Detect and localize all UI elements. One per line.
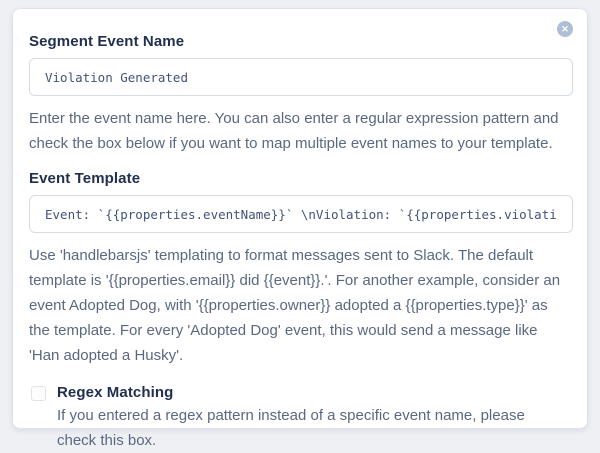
regex-matching-row — [29, 384, 571, 453]
event-template-help: Use 'handlebarsjs' templating to format messages sent to Slack. The default template is '{{properties.email}} did {{event}}.'. For another example, consider an event Adopted Dog, with '{{properties.owner}} adopted a {{properties.type}}' as the template. For every 'Adopted Dog' event, this would send a message like 'Han adopted a Husky'. — [29, 247, 561, 364]
close-icon[interactable]: ✕ — [557, 21, 573, 37]
regex-matching-help: If you entered a regex pattern instead of a specific event name, please check this box. — [57, 407, 525, 449]
regex-matching-checkbox[interactable] — [31, 386, 46, 401]
event-template-input[interactable] — [29, 195, 573, 233]
segment-event-name-input[interactable] — [29, 58, 573, 96]
event-template-label: Event Template — [29, 170, 141, 187]
regex-matching-label[interactable]: Regex Matching — [57, 384, 174, 401]
event-template-modal — [12, 8, 588, 449]
regex-matching-body — [57, 384, 562, 453]
segment-event-name-help: Enter the event name here. You can also enter a regular expression pattern and check the box below if you want to map multiple event names to your template. — [29, 110, 559, 152]
segment-event-name-label: Segment Event Name — [29, 33, 185, 50]
